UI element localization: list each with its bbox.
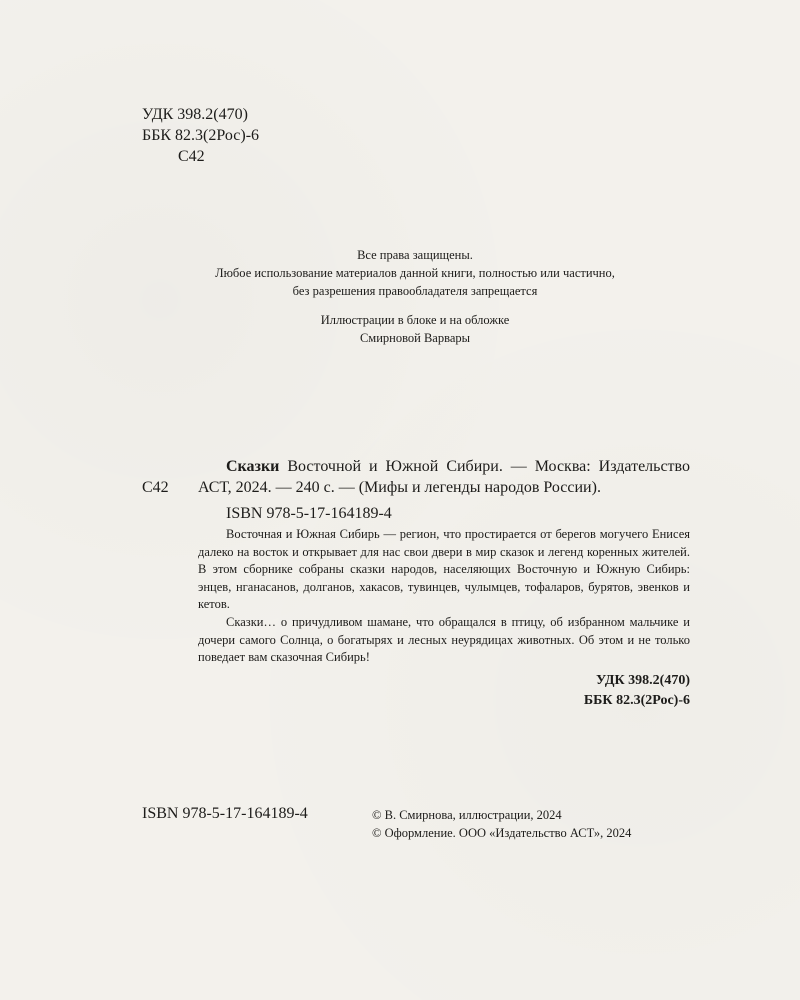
annotation	[198, 526, 690, 667]
catalog-author-sign: С42	[142, 479, 169, 496]
catalog-udk-code: УДК 398.2(470)	[596, 672, 690, 688]
rights-line-2: Любое использование материалов данной книги, полностью или частично,	[215, 266, 615, 280]
illustrations-line-1: Иллюстрации в блоке и на обложке	[320, 313, 510, 327]
catalog-card	[198, 456, 690, 711]
bibliographic-description	[198, 456, 690, 498]
rights-notice	[150, 246, 680, 300]
catalog-bbk-code: ББК 82.3(2Рос)-6	[583, 692, 690, 708]
rights-line-3: без разрешения правообладателя запрещается	[292, 284, 538, 298]
copyright-block	[372, 806, 631, 842]
copyright-illustrations: © В. Смирнова, иллюстрации, 2024	[372, 808, 562, 822]
book-title: Сказки	[226, 458, 280, 475]
footer-isbn: ISBN 978-5-17-164189-4	[142, 805, 308, 822]
author-sign: С42	[178, 148, 205, 165]
illustrations-line-2: Смирновой Варвары	[359, 331, 471, 345]
classification-block-bottom	[198, 671, 690, 711]
udk-code: УДК 398.2(470)	[142, 106, 248, 123]
rights-line-1: Все права защищены.	[357, 248, 473, 262]
annotation-paragraph-2: Сказки… о причудливом шамане, что обращался в птицу, об избранном мальчике и дочери самого Солнца, о богатырях и лесных неурядицах животных. Об этом и не только поведает вам сказочная Сибирь!	[198, 614, 690, 665]
illustrations-credit	[150, 311, 680, 347]
catalog-isbn: ISBN 978-5-17-164189-4	[226, 505, 392, 522]
bibliographic-details: Восточной и Южной Сибири. — Москва: Издательство АСТ, 2024. — 240 с. — (Мифы и легенды народов России).	[198, 458, 690, 496]
annotation-paragraph-1: Восточная и Южная Сибирь — регион, что простирается от берегов могучего Енисея далеко на восток и открывает для нас свои двери в мир сказок и легенд коренных жителей. В этом сборнике собраны сказки народов, населяющих Восточную и Южную Сибирь: энцев, нганасанов, долганов, хакасов, тувинцев, чулымцев, тофаларов, бурятов, эвенков и кетов.	[198, 527, 690, 612]
copyright-design: © Оформление. ООО «Издательство АСТ», 2024	[372, 826, 632, 840]
bbk-code: ББК 82.3(2Рос)-6	[142, 127, 260, 144]
classification-block-top	[142, 104, 259, 167]
